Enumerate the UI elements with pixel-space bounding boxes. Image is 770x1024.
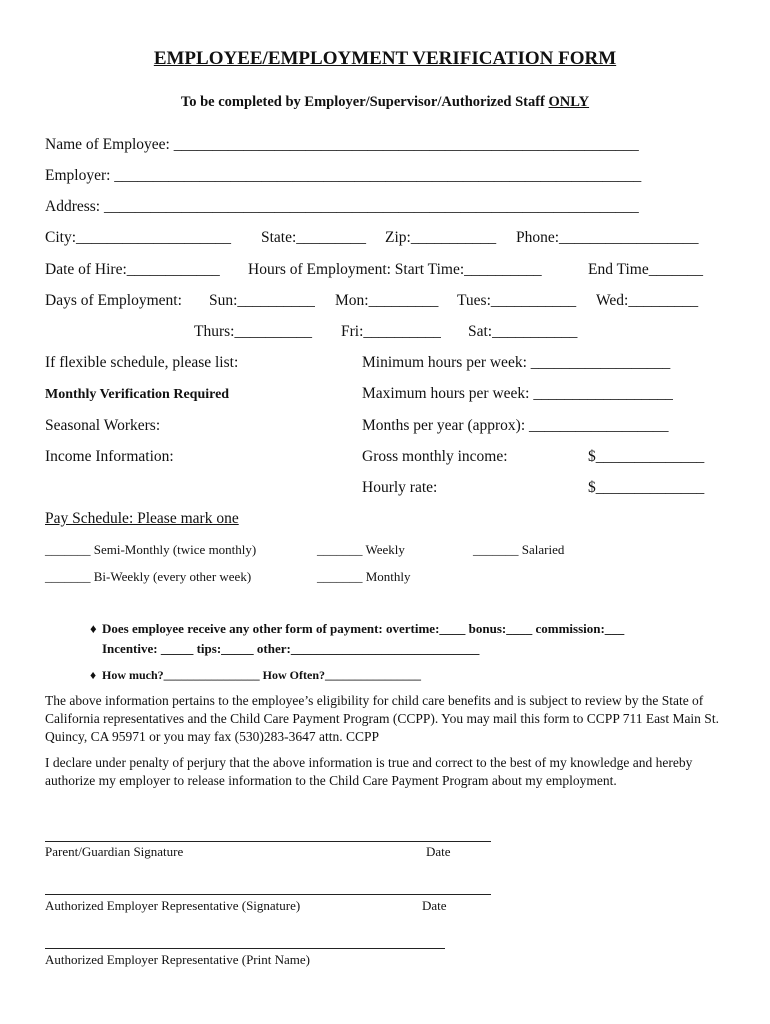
saturday-field[interactable]: Sat:___________ bbox=[468, 323, 578, 340]
bullet-icon: ♦ bbox=[90, 668, 97, 682]
income-information-label: Income Information: bbox=[45, 448, 174, 465]
employee-name-field[interactable]: Name of Employee: ____________________________________________________________ bbox=[45, 136, 639, 153]
gross-income-field[interactable]: $______________ bbox=[588, 448, 705, 465]
employer-signature-line[interactable] bbox=[45, 894, 491, 895]
parent-date-label: Date bbox=[426, 844, 451, 859]
flexible-schedule-label: If flexible schedule, please list: bbox=[45, 354, 239, 371]
end-time-field[interactable]: End Time_______ bbox=[588, 261, 703, 278]
employer-date-label: Date bbox=[422, 898, 447, 913]
wednesday-field[interactable]: Wed:_________ bbox=[596, 292, 699, 309]
weekly-option[interactable]: _______ Weekly bbox=[317, 542, 405, 557]
subtitle-text: To be completed by Employer/Supervisor/Authorized Staff bbox=[180, 94, 549, 110]
state-field[interactable]: State:_________ bbox=[261, 229, 367, 246]
form-subtitle bbox=[0, 94, 770, 111]
pay-schedule-heading: Pay Schedule: Please mark one bbox=[45, 510, 239, 527]
friday-field[interactable]: Fri:__________ bbox=[341, 323, 441, 340]
parent-signature-line[interactable] bbox=[45, 841, 491, 842]
semi-monthly-option[interactable]: _______ Semi-Monthly (twice monthly) bbox=[45, 542, 257, 557]
months-per-year-field[interactable]: Months per year (approx): __________________ bbox=[362, 417, 669, 434]
sunday-field[interactable]: Sun:__________ bbox=[209, 292, 315, 309]
hourly-rate-field[interactable]: $______________ bbox=[588, 479, 705, 496]
employer-print-name-label: Authorized Employer Representative (Print Name) bbox=[45, 952, 310, 967]
info-paragraph: The above information pertains to the employee’s eligibility for child care benefits and is subject to review by the State of California representatives and the Child Care Payment Program (CCPP). You may mail this form to CCPP 711 East Main St. Quincy, CA 95971 or you may fax (530)283-3647 attn. CCPP bbox=[45, 693, 719, 744]
zip-field[interactable]: Zip:___________ bbox=[385, 229, 497, 246]
city-field[interactable]: City:____________________ bbox=[45, 229, 232, 246]
subtitle-only: ONLY bbox=[548, 94, 590, 110]
other-payment-question[interactable]: Does employee receive any other form of payment: overtime:____ bonus:____ commission:___ bbox=[102, 621, 625, 636]
form-title: EMPLOYEE/EMPLOYMENT VERIFICATION FORM bbox=[153, 48, 617, 69]
max-hours-field[interactable]: Maximum hours per week: __________________ bbox=[362, 385, 673, 402]
declaration-paragraph: I declare under penalty of perjury that the above information is true and correct to the best of my knowledge and hereby authorize my employer to release information to the Child Care Payment Program about my employment. bbox=[45, 755, 693, 788]
monday-field[interactable]: Mon:_________ bbox=[335, 292, 439, 309]
employer-signature-label: Authorized Employer Representative (Signature) bbox=[45, 898, 301, 913]
monthly-verification-label: Monthly Verification Required bbox=[45, 387, 230, 402]
phone-field[interactable]: Phone:__________________ bbox=[516, 229, 699, 246]
days-of-employment-label: Days of Employment: bbox=[45, 292, 182, 309]
bullet-icon: ♦ bbox=[90, 621, 97, 636]
employer-field[interactable]: Employer: ____________________________________________________________________ bbox=[45, 167, 642, 184]
parent-signature-label: Parent/Guardian Signature bbox=[45, 844, 184, 859]
date-of-hire-field[interactable]: Date of Hire:____________ bbox=[45, 261, 220, 278]
employer-print-name-line[interactable] bbox=[45, 948, 445, 949]
thursday-field[interactable]: Thurs:__________ bbox=[194, 323, 312, 340]
salaried-option[interactable]: _______ Salaried bbox=[473, 542, 565, 557]
min-hours-field[interactable]: Minimum hours per week: __________________ bbox=[362, 354, 671, 371]
tuesday-field[interactable]: Tues:___________ bbox=[457, 292, 577, 309]
start-time-field[interactable]: Hours of Employment: Start Time:__________ bbox=[248, 261, 542, 278]
monthly-option[interactable]: _______ Monthly bbox=[317, 569, 411, 584]
how-much-how-often-field[interactable]: How much?________________ How Often?________________ bbox=[102, 668, 421, 682]
hourly-rate-label: Hourly rate: bbox=[362, 479, 438, 496]
address-field[interactable]: Address: _____________________________________________________________________ bbox=[45, 198, 639, 215]
bi-weekly-option[interactable]: _______ Bi-Weekly (every other week) bbox=[45, 569, 252, 584]
incentive-tips-other-field[interactable]: Incentive: _____ tips:_____ other:_____________________________ bbox=[102, 641, 480, 656]
gross-income-label: Gross monthly income: bbox=[362, 448, 508, 465]
seasonal-workers-label: Seasonal Workers: bbox=[45, 417, 161, 434]
